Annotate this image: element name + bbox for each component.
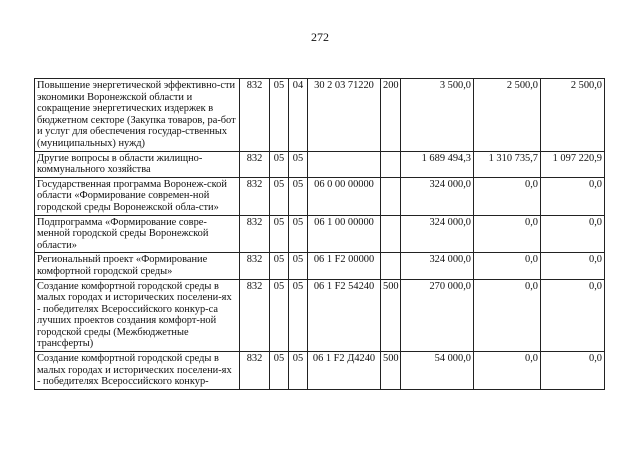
row-name: Создание комфортной городской среды в малых городах и исторических поселени-ях - победителях Всероссийского конкур- — [35, 352, 240, 390]
amount-year1: 270 000,0 — [401, 279, 474, 352]
target-code: 30 2 03 71220 — [308, 79, 381, 152]
amount-year2: 2 500,0 — [474, 79, 541, 152]
subsection-code: 05 — [289, 352, 308, 390]
table-row — [35, 215, 605, 253]
admin-code: 832 — [240, 151, 270, 177]
row-name: Другие вопросы в области жилищно-коммунального хозяйства — [35, 151, 240, 177]
admin-code: 832 — [240, 253, 270, 279]
amount-year3: 0,0 — [541, 215, 605, 253]
section-code: 05 — [270, 253, 289, 279]
table-row — [35, 177, 605, 215]
subsection-code: 05 — [289, 151, 308, 177]
table-row — [35, 279, 605, 352]
section-code: 05 — [270, 79, 289, 152]
expense-type-code — [381, 215, 401, 253]
admin-code: 832 — [240, 177, 270, 215]
amount-year1: 54 000,0 — [401, 352, 474, 390]
target-code: 06 1 00 00000 — [308, 215, 381, 253]
subsection-code: 04 — [289, 79, 308, 152]
admin-code: 832 — [240, 79, 270, 152]
subsection-code: 05 — [289, 279, 308, 352]
row-name: Повышение энергетической эффективно-сти экономики Воронежской области и сокращение энергетических издержек в бюджетном секторе (Закупка товаров, ра-бот и услуг для обеспечения государ-ственных (муниципальных) нужд) — [35, 79, 240, 152]
amount-year2: 0,0 — [474, 253, 541, 279]
amount-year1: 324 000,0 — [401, 215, 474, 253]
target-code: 06 1 F2 00000 — [308, 253, 381, 279]
expense-type-code — [381, 177, 401, 215]
table-row — [35, 253, 605, 279]
section-code: 05 — [270, 352, 289, 390]
expense-type-code — [381, 151, 401, 177]
admin-code: 832 — [240, 352, 270, 390]
row-name: Создание комфортной городской среды в малых городах и исторических поселени-ях - победителях Всероссийского конкур-са лучших проектов создания комфорт-ной городской среды (Межбюджетные трансферты) — [35, 279, 240, 352]
amount-year3: 1 097 220,9 — [541, 151, 605, 177]
section-code: 05 — [270, 151, 289, 177]
section-code: 05 — [270, 177, 289, 215]
target-code: 06 0 00 00000 — [308, 177, 381, 215]
amount-year2: 1 310 735,7 — [474, 151, 541, 177]
amount-year1: 3 500,0 — [401, 79, 474, 152]
row-name: Региональный проект «Формирование комфортной городской среды» — [35, 253, 240, 279]
expense-type-code: 200 — [381, 79, 401, 152]
row-name: Государственная программа Воронеж-ской области «Формирование современ-ной городской среды Воронежской обла-сти» — [35, 177, 240, 215]
amount-year1: 1 689 494,3 — [401, 151, 474, 177]
amount-year2: 0,0 — [474, 279, 541, 352]
expense-type-code: 500 — [381, 279, 401, 352]
amount-year3: 0,0 — [541, 279, 605, 352]
section-code: 05 — [270, 215, 289, 253]
expense-type-code: 500 — [381, 352, 401, 390]
table-row — [35, 151, 605, 177]
amount-year3: 2 500,0 — [541, 79, 605, 152]
target-code — [308, 151, 381, 177]
subsection-code: 05 — [289, 215, 308, 253]
row-name: Подпрограмма «Формирование совре-менной городской среды Воронежской области» — [35, 215, 240, 253]
subsection-code: 05 — [289, 177, 308, 215]
table-row — [35, 352, 605, 390]
admin-code: 832 — [240, 279, 270, 352]
admin-code: 832 — [240, 215, 270, 253]
target-code: 06 1 F2 54240 — [308, 279, 381, 352]
amount-year1: 324 000,0 — [401, 177, 474, 215]
amount-year2: 0,0 — [474, 177, 541, 215]
expense-type-code — [381, 253, 401, 279]
amount-year3: 0,0 — [541, 253, 605, 279]
section-code: 05 — [270, 279, 289, 352]
budget-table — [34, 78, 605, 390]
target-code: 06 1 F2 Д4240 — [308, 352, 381, 390]
amount-year3: 0,0 — [541, 352, 605, 390]
amount-year1: 324 000,0 — [401, 253, 474, 279]
subsection-code: 05 — [289, 253, 308, 279]
amount-year2: 0,0 — [474, 352, 541, 390]
amount-year2: 0,0 — [474, 215, 541, 253]
table-row — [35, 79, 605, 152]
amount-year3: 0,0 — [541, 177, 605, 215]
page-number: 272 — [311, 30, 329, 44]
